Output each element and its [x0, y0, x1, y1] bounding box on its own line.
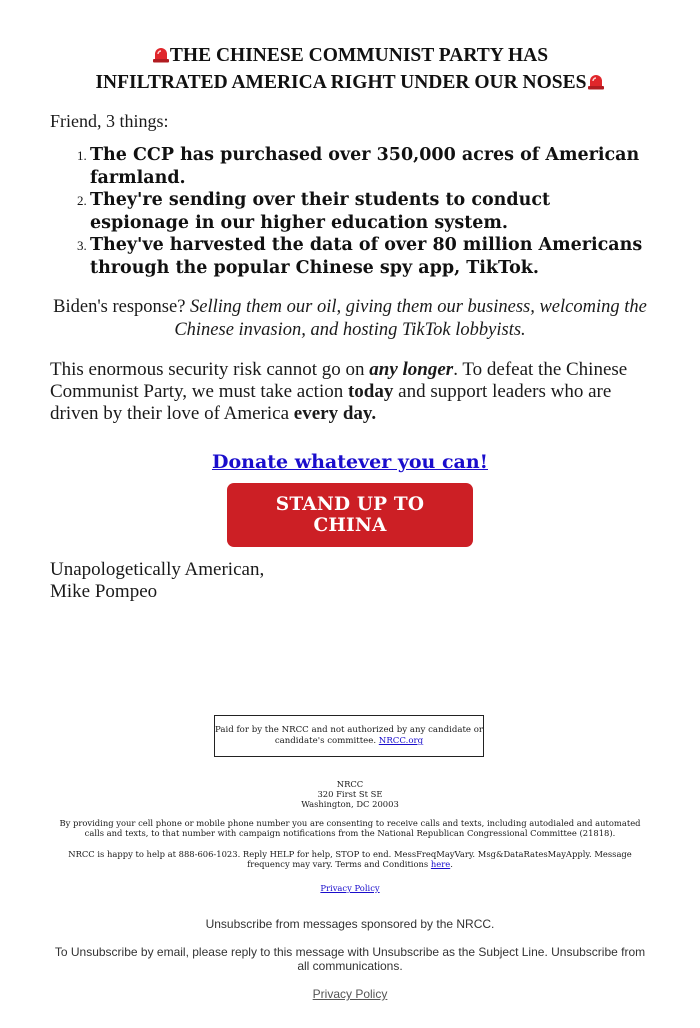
address-city: Washington, DC 20003 — [301, 799, 399, 809]
biden-response — [50, 296, 650, 341]
donate-container — [50, 451, 650, 473]
donate-link[interactable]: Donate whatever you can! — [211, 451, 489, 473]
body-emphasis: today — [347, 381, 394, 402]
terms-link[interactable]: here — [430, 859, 451, 869]
privacy-policy-link[interactable]: Privacy Policy — [320, 883, 380, 893]
siren-icon — [587, 73, 605, 90]
body-paragraph — [50, 359, 650, 425]
nrcc-link[interactable]: NRCC.org — [378, 736, 424, 746]
unsubscribe-sponsored: Unsubscribe from messages sponsored by the NRCC. — [205, 917, 495, 931]
response-lead: Biden's response? — [53, 297, 191, 317]
cta-container — [50, 483, 650, 547]
disclaimer-text: Paid for by the NRCC and not authorized by any candidate or candidate's committee. — [215, 725, 484, 746]
greeting: Friend, 3 things: — [50, 111, 169, 131]
privacy-policy-link[interactable]: Privacy Policy — [312, 987, 388, 1001]
privacy-policy-container — [50, 883, 650, 893]
unsubscribe-email: To Unsubscribe by email, please reply to this message with Unsubscribe as the Subject Line. Unsubscribe from all communications. — [54, 945, 646, 973]
signoff-line1: Unapologetically American, — [50, 559, 265, 580]
signoff-name: Mike Pompeo — [50, 581, 158, 602]
body-text: and support leaders who are driven by their love of America — [50, 381, 612, 424]
email-body — [50, 0, 650, 603]
help-text — [50, 849, 650, 869]
stand-up-button[interactable]: STAND UP TO CHINA — [227, 483, 473, 547]
body-text: This enormous security risk cannot go on — [50, 359, 370, 380]
headline-line2: INFILTRATED AMERICA RIGHT UNDER OUR NOSES — [95, 72, 587, 93]
list-item: 1. The CCP has purchased over 350,000 acres of American farmland. — [90, 144, 650, 189]
body-emphasis: any longer — [369, 359, 454, 380]
help-end: . — [450, 859, 453, 869]
mailing-address — [0, 779, 700, 809]
list-item: 2. They're sending over their students to conduct espionage in our higher education system. — [90, 189, 650, 234]
headline — [50, 42, 650, 96]
paid-for-disclaimer — [214, 715, 484, 757]
list-item: 3. They've harvested the data of over 80 million Americans through the popular Chinese spy app, TikTok. — [90, 234, 650, 279]
address-org: NRCC — [336, 779, 364, 789]
body-text: . To defeat the Chinese Communist Party, we must take action — [50, 359, 628, 402]
help-body: NRCC is happy to help at 888-606-1023. Reply HELP for help, STOP to end. MessFreqMayVary. Msg&DataRatesMayApply. Message frequency may vary. Terms and Conditions — [68, 849, 632, 869]
consent-text: By providing your cell phone or mobile phone number you are consenting to receive calls and texts, including autodialed and automated calls and texts, to that number with campaign notifications from the National Republican Congressional Committee (21818). — [59, 818, 641, 838]
siren-icon — [152, 46, 170, 63]
headline-line1: THE CHINESE COMMUNIST PARTY HAS — [169, 45, 549, 66]
body-emphasis: every day. — [293, 403, 377, 424]
response-italic: Selling them our oil, giving them our business, welcoming the Chinese invasion, and hosting TikTok lobbyists. — [174, 297, 647, 340]
address-street: 320 First St SE — [317, 789, 383, 799]
privacy-policy-footer — [50, 987, 650, 1001]
signoff — [50, 559, 650, 603]
things-list — [50, 144, 650, 279]
